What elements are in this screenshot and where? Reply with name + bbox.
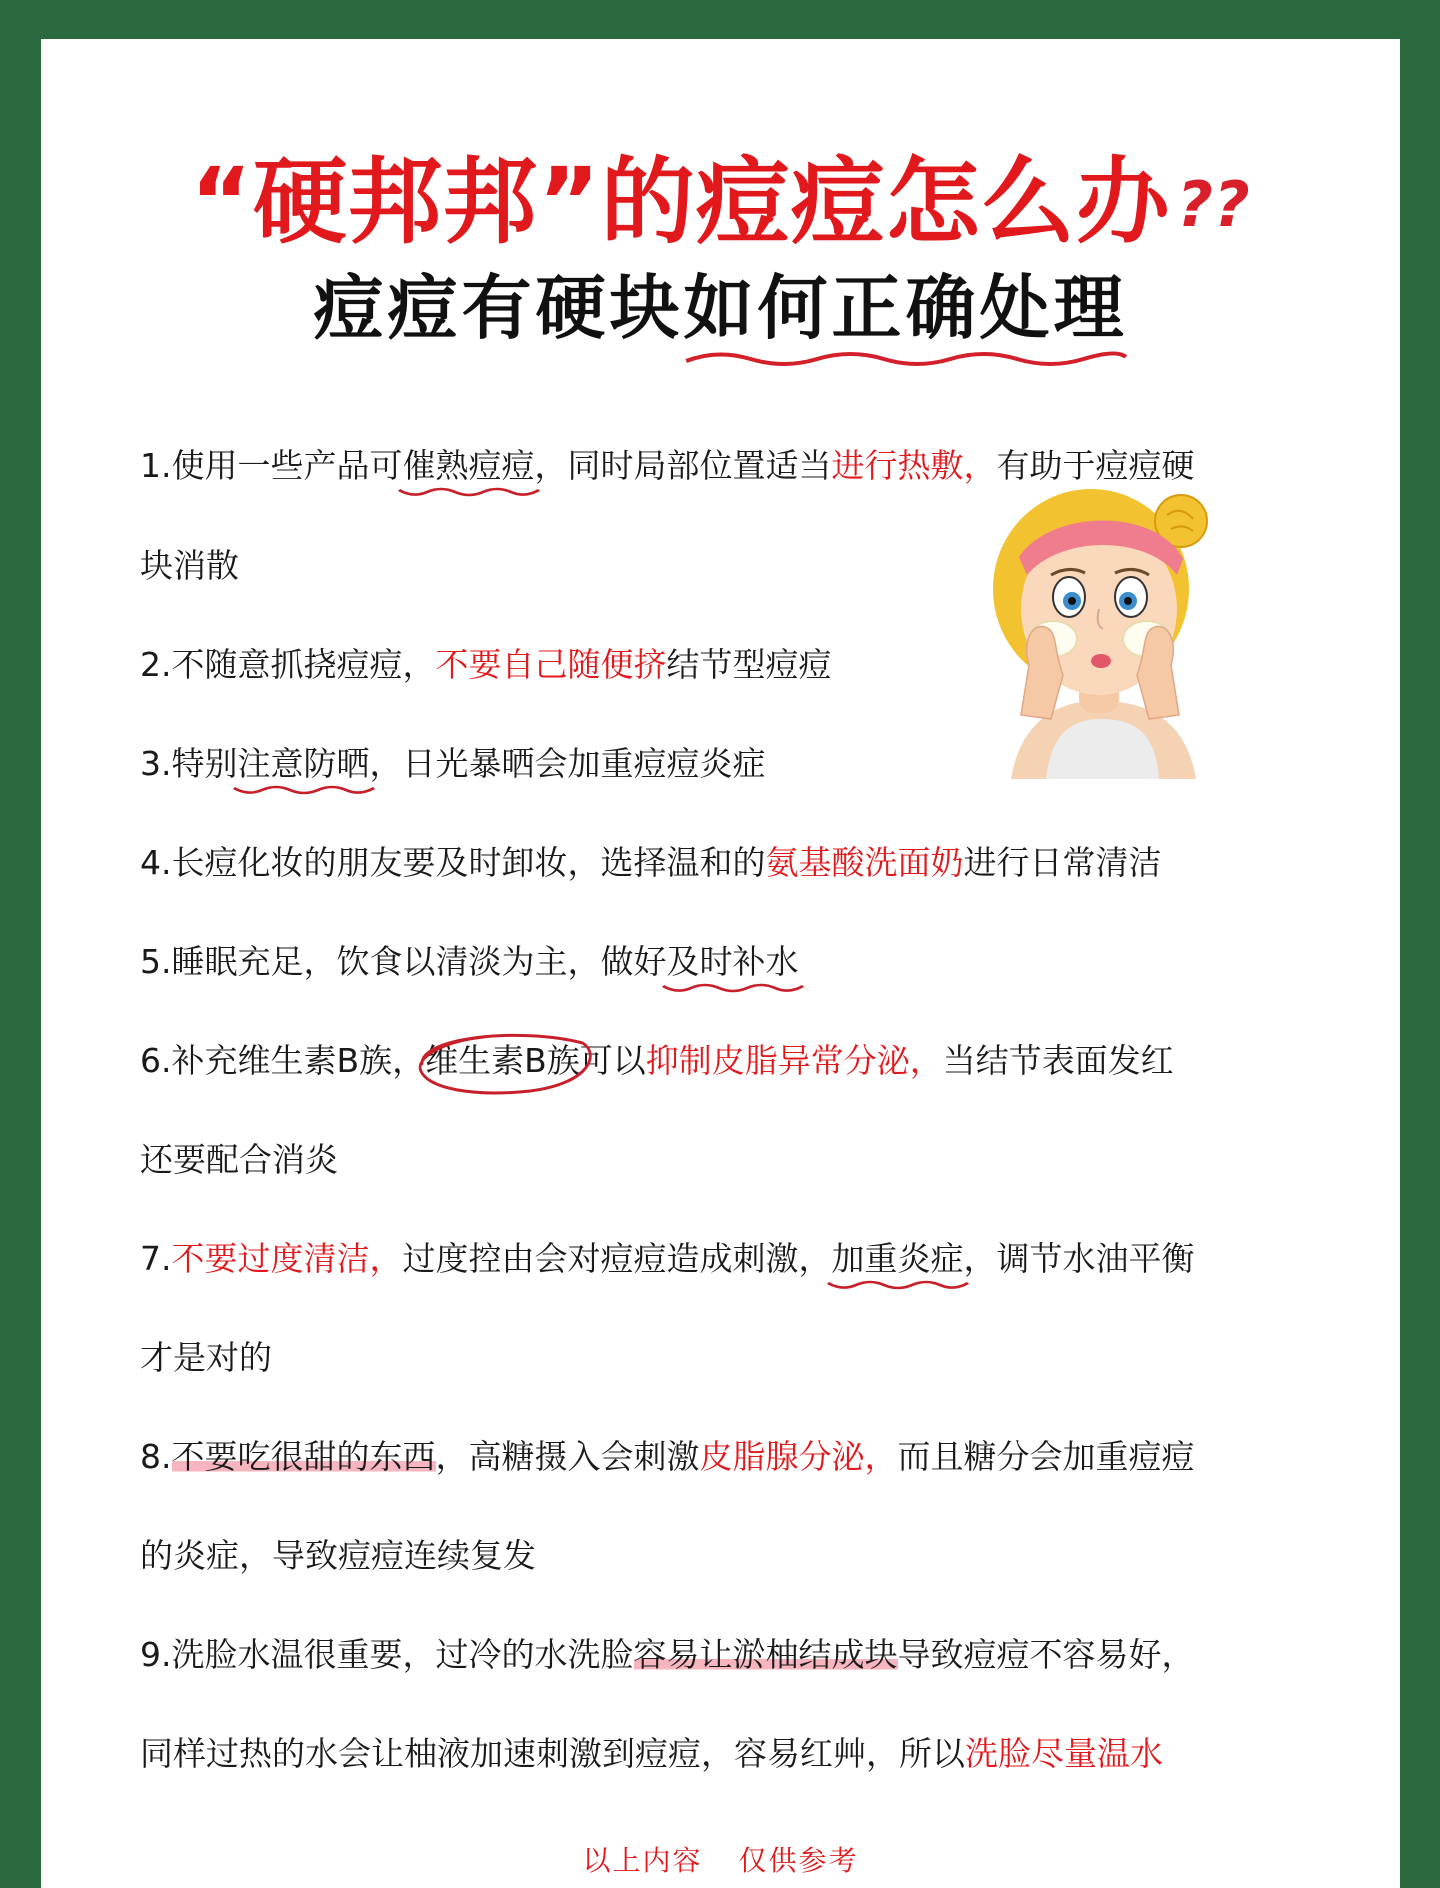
tip-9-red-phrase: 洗脸尽量温水 bbox=[965, 1734, 1163, 1773]
tip-8-text: ，高糖摄入会刺激 bbox=[435, 1437, 700, 1476]
tip-3-key-phrase: 注意防晒 bbox=[237, 744, 370, 783]
tip-9-text-2: 导致痘痘不容易好， bbox=[897, 1635, 1195, 1674]
tip-6-text-3: 当结节表面发红 bbox=[942, 1041, 1174, 1080]
tip-1-text-2: ，同时局部位置适当 bbox=[534, 446, 832, 485]
tip-2-text: 2.不随意抓挠痘痘， bbox=[140, 645, 436, 684]
tip-3-text-2: ，日光暴晒会加重痘痘炎症 bbox=[369, 744, 766, 783]
tip-4-red-phrase: 氨基酸洗面奶 bbox=[765, 843, 964, 882]
subtitle-part1: 痘痘有硬块 bbox=[313, 267, 684, 349]
tip-6-key-phrase: 维生素B族 bbox=[425, 1041, 580, 1080]
subtitle-part2: 如何正确处理 bbox=[683, 267, 1128, 349]
tip-2-text-2: 结节型痘痘 bbox=[666, 645, 832, 684]
page-title bbox=[41, 143, 1400, 265]
page-subtitle bbox=[41, 263, 1400, 353]
tip-1-red-phrase: 进行热敷， bbox=[831, 446, 997, 485]
tip-6-red-phrase: 抑制皮脂异常分泌， bbox=[645, 1041, 943, 1080]
footer-left: 以上内容 bbox=[582, 1844, 703, 1877]
tip-9-line-1 bbox=[140, 1633, 1195, 1677]
tip-9-text-3: 同样过热的水会让柚液加速刺激到痘痘，容易红艸，所以 bbox=[140, 1734, 965, 1773]
tip-8-text-2: 而且糖分会加重痘痘 bbox=[897, 1437, 1195, 1476]
footer-disclaimer bbox=[41, 1839, 1400, 1879]
tip-3-text: 3.特别 bbox=[140, 744, 238, 783]
tip-1-underlined bbox=[403, 444, 535, 488]
tip-7-red-phrase: 不要过度清洁， bbox=[171, 1239, 403, 1278]
tip-2 bbox=[140, 643, 832, 687]
tip-1-text: 1.使用一些产品可 bbox=[140, 446, 403, 485]
tip-8-number: 8. bbox=[140, 1437, 172, 1476]
footer-right: 仅供参考 bbox=[738, 1844, 859, 1877]
wavy-underline-decoration bbox=[684, 347, 1128, 371]
tip-8-red-phrase: 皮脂腺分泌， bbox=[699, 1437, 898, 1476]
tip-5-text: 5.睡眠充足，饮食以清淡为主，做好 bbox=[140, 942, 667, 981]
tip-5-underlined bbox=[667, 940, 799, 984]
tip-1-key-phrase: 催熟痘痘 bbox=[402, 446, 535, 485]
tip-5-key-phrase: 及时补水 bbox=[666, 942, 799, 981]
title-text: “硬邦邦”的痘痘怎么办 bbox=[190, 148, 1171, 257]
tip-9-line-2 bbox=[140, 1732, 1163, 1776]
tip-7-number: 7. bbox=[140, 1239, 172, 1278]
tip-7-underlined bbox=[832, 1237, 964, 1281]
tip-8-highlighted-phrase: 不要吃很甜的东西 bbox=[171, 1437, 436, 1476]
tip-3 bbox=[140, 742, 766, 786]
tip-6-text: 6.补充维生素B族， bbox=[140, 1041, 426, 1080]
tip-7-text-2: ，调节水油平衡 bbox=[963, 1239, 1195, 1278]
tip-7-text: 过度控由会对痘痘造成刺激， bbox=[402, 1239, 832, 1278]
tip-3-underlined bbox=[238, 742, 370, 786]
tip-6-line-1 bbox=[140, 1039, 1174, 1083]
girl-washing-face-illustration bbox=[971, 479, 1231, 779]
tip-6-line-2: 还要配合消炎 bbox=[140, 1140, 338, 1179]
tip-8-line-1 bbox=[140, 1435, 1195, 1479]
question-marks-icon: ?? bbox=[1176, 168, 1251, 241]
tip-7-line-1 bbox=[140, 1237, 1195, 1281]
tip-1-line-2: 块消散 bbox=[140, 546, 239, 585]
tip-6-circled bbox=[425, 1039, 580, 1083]
tip-1-text-3: 有助于痘痘硬 bbox=[996, 446, 1195, 485]
tip-4-text-2: 进行日常清洁 bbox=[963, 843, 1162, 882]
content-card bbox=[41, 39, 1400, 1888]
tip-7-line-2: 才是对的 bbox=[140, 1338, 272, 1377]
tip-8-line-2: 的炎症，导致痘痘连续复发 bbox=[140, 1536, 536, 1575]
tip-9-text: 9.洗脸水温很重要，过冷的水洗脸 bbox=[140, 1635, 634, 1674]
tip-4-text: 4.长痘化妆的朋友要及时卸妆，选择温和的 bbox=[140, 843, 766, 882]
tip-5 bbox=[140, 940, 799, 984]
tip-7-key-phrase: 加重炎症 bbox=[831, 1239, 964, 1278]
subtitle-highlighted bbox=[684, 267, 1128, 349]
tip-4 bbox=[140, 841, 1162, 885]
tip-9-highlighted-phrase: 容易让淤柚结成块 bbox=[633, 1635, 898, 1674]
tip-2-red-phrase: 不要自己随便挤 bbox=[435, 645, 667, 684]
circle-annotation bbox=[409, 1025, 596, 1099]
tip-6-text-2: 可以 bbox=[579, 1041, 646, 1080]
